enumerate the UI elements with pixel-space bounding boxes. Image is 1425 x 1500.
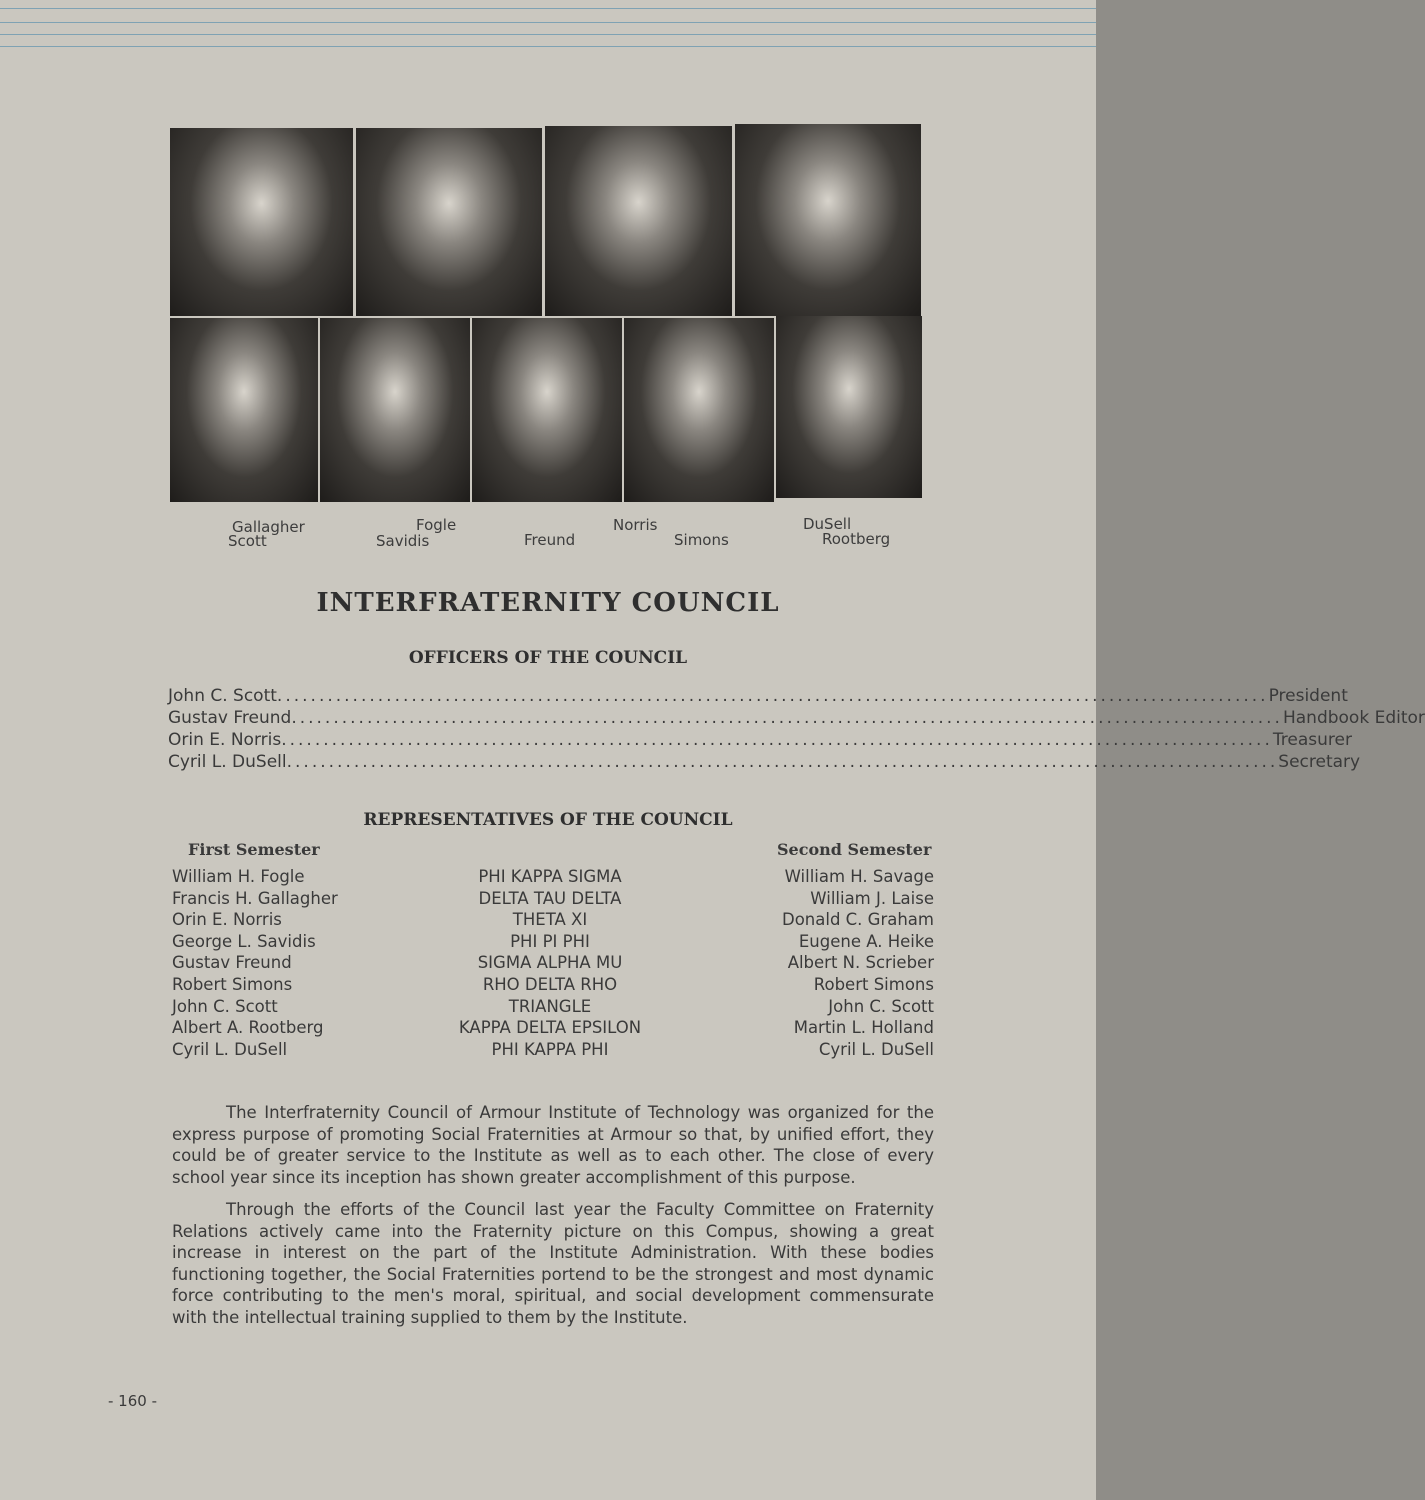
first-semester-list [172, 866, 338, 1060]
photo-caption: Fogle [416, 516, 457, 534]
representative-name: Orin E. Norris [172, 910, 282, 930]
photo-caption: Freund [524, 531, 576, 549]
representative-name: Robert Simons [172, 974, 293, 994]
fraternity-name: TRIANGLE [508, 996, 592, 1016]
portrait-photo [170, 318, 318, 502]
second-semester-heading: Second Semester [777, 840, 932, 859]
representative-name: William H. Fogle [172, 867, 305, 886]
representative-name: John C. Scott [828, 996, 934, 1016]
photo-caption: Scott [228, 532, 267, 550]
officer-role: Treasurer [1272, 730, 1352, 750]
fraternity-name: KAPPA DELTA EPSILON [458, 1018, 642, 1038]
representative-name: Eugene A. Heike [798, 931, 934, 951]
representative-name: John C. Scott [172, 996, 278, 1016]
officer-name: Gustav Freund [168, 708, 292, 728]
officer-name: Orin E. Norris [168, 730, 282, 750]
photo-caption: Rootberg [822, 530, 891, 548]
portrait-photo [735, 124, 921, 316]
photo-caption: Gallagher [232, 518, 305, 536]
officers-heading: OFFICERS OF THE COUNCIL [408, 648, 688, 668]
officer-role: Handbook Editor [1282, 708, 1425, 728]
first-semester-heading: First Semester [188, 840, 320, 859]
representative-name: Donald C. Graham [781, 910, 934, 930]
fraternity-list [400, 866, 700, 1060]
representative-name: Gustav Freund [172, 953, 292, 973]
representative-name: William J. Laise [810, 888, 934, 908]
officer-name: John C. Scott [168, 686, 277, 706]
photo-caption: Norris [613, 516, 658, 534]
ruled-line [0, 34, 1096, 35]
officer-role: President [1268, 686, 1348, 706]
paragraph: Through the efforts of the Council last year the Faculty Committee on Fraternity Relations actively came into the Fraternity picture on this Compus, showing a great increase in interest on the part of the Institute Administration. With these bodies functioning together, the Social Fraternities portend to be the strongest and most dynamic force contributing to the men's moral, spiritual, and social development commensurate with the intellectual training supplied to them by the Institute. [172, 1200, 934, 1327]
portrait-photo [170, 128, 353, 316]
officer-name: Cyril L. DuSell [168, 752, 287, 772]
fraternity-name: DELTA TAU DELTA [478, 888, 622, 908]
page-number: - 160 - [108, 1392, 157, 1410]
portrait-photo [356, 128, 542, 316]
portrait-photo [624, 318, 774, 502]
representative-name: William H. Savage [784, 867, 934, 886]
officer-row: John C. Scott ...................................................................................................................... President [168, 686, 1348, 706]
photo-caption: DuSell [803, 515, 852, 533]
fraternity-name: PHI KAPPA PHI [491, 1039, 609, 1059]
ruled-line [0, 8, 1096, 9]
representative-name: Francis H. Gallagher [172, 888, 338, 908]
officer-row: Gustav Freund ...................................................................................................................... Handbook Editor [168, 708, 1425, 728]
representative-name: Albert A. Rootberg [172, 1018, 324, 1038]
paragraph: The Interfraternity Council of Armour Institute of Technology was organized for the express purpose of promoting Social Fraternities at Armour so that, by unified effort, they could be of greater service to the Institute as well as to each other. The close of every school year since its inception has shown greater accomplishment of this purpose. [172, 1103, 934, 1187]
representative-name: Robert Simons [813, 974, 934, 994]
officer-row: Cyril L. DuSell ...................................................................................................................... Secretary [168, 752, 1361, 772]
page-title: INTERFRATERNITY COUNCIL [316, 588, 780, 618]
fraternity-name: SIGMA ALPHA MU [477, 953, 623, 973]
portrait-photo [545, 126, 732, 316]
representative-name: George L. Savidis [172, 931, 316, 951]
representative-name: Cyril L. DuSell [172, 1039, 288, 1059]
fraternity-name: PHI PI PHI [510, 931, 590, 951]
representative-name: Martin L. Holland [793, 1018, 934, 1038]
photo-caption: Savidis [376, 532, 430, 550]
portrait-photo [776, 316, 922, 498]
representative-name: Cyril L. DuSell [818, 1039, 934, 1059]
ruled-line [0, 22, 1096, 23]
second-semester-list [782, 866, 934, 1060]
photo-caption: Simons [674, 531, 729, 549]
ruled-line [0, 46, 1096, 47]
body-text [172, 1102, 934, 1339]
officer-role: Secretary [1278, 752, 1361, 772]
portrait-photo [472, 318, 622, 502]
officer-row: Orin E. Norris ...................................................................................................................... Treasurer [168, 730, 1352, 750]
portrait-photo [320, 318, 470, 502]
fraternity-name: PHI KAPPA SIGMA [478, 867, 622, 886]
fraternity-name: RHO DELTA RHO [482, 974, 618, 994]
representatives-heading: REPRESENTATIVES OF THE COUNCIL [363, 810, 733, 830]
fraternity-name: THETA XI [512, 910, 588, 930]
representative-name: Albert N. Scrieber [787, 953, 934, 973]
